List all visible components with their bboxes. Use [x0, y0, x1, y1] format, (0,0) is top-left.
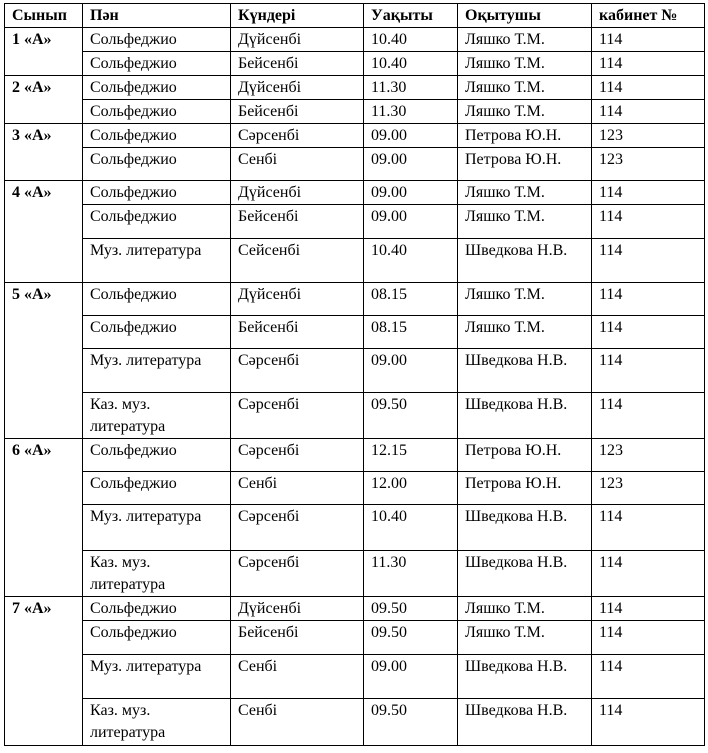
subject-cell: Каз. муз. литература	[83, 699, 231, 746]
table-row	[5, 283, 705, 316]
time-cell: 11.30	[364, 551, 458, 597]
teacher-cell: Петрова Ю.Н.	[458, 148, 592, 181]
room-cell: 114	[592, 181, 705, 205]
class-cell-continued	[5, 472, 83, 505]
subject-cell: Сольфеджио	[83, 148, 231, 181]
subject-cell: Каз. муз. литература	[83, 551, 231, 597]
time-cell: 09.00	[364, 205, 458, 239]
day-cell: Сенбі	[231, 472, 364, 505]
room-cell: 114	[592, 76, 705, 100]
room-cell: 123	[592, 148, 705, 181]
teacher-cell: Ляшко Т.М.	[458, 621, 592, 655]
header-row	[5, 4, 705, 28]
day-cell: Бейсенбі	[231, 205, 364, 239]
room-cell: 114	[592, 100, 705, 124]
teacher-cell: Петрова Ю.Н.	[458, 472, 592, 505]
day-cell: Дүйсенбі	[231, 597, 364, 621]
table-row	[5, 505, 705, 551]
class-cell-continued	[5, 393, 83, 439]
class-cell: 2 «А»	[5, 76, 83, 100]
table-row	[5, 597, 705, 621]
class-cell: 4 «А»	[5, 181, 83, 205]
class-cell-continued	[5, 205, 83, 239]
teacher-cell: Ляшко Т.М.	[458, 76, 592, 100]
room-cell: 114	[592, 52, 705, 76]
teacher-cell: Ляшко Т.М.	[458, 283, 592, 316]
time-cell: 11.30	[364, 76, 458, 100]
day-cell: Бейсенбі	[231, 621, 364, 655]
day-cell: Сәрсенбі	[231, 551, 364, 597]
class-cell-continued	[5, 52, 83, 76]
day-cell: Сәрсенбі	[231, 393, 364, 439]
time-cell: 08.15	[364, 283, 458, 316]
room-cell: 123	[592, 124, 705, 148]
header-subject: Пән	[83, 4, 231, 28]
table-row	[5, 439, 705, 472]
day-cell: Сенбі	[231, 655, 364, 699]
class-cell: 1 «А»	[5, 28, 83, 52]
teacher-cell: Шведкова Н.В.	[458, 655, 592, 699]
subject-cell: Сольфеджио	[83, 28, 231, 52]
table-row	[5, 621, 705, 655]
schedule-table	[4, 3, 705, 746]
teacher-cell: Ляшко Т.М.	[458, 205, 592, 239]
time-cell: 10.40	[364, 239, 458, 283]
teacher-cell: Ляшко Т.М.	[458, 52, 592, 76]
day-cell: Дүйсенбі	[231, 283, 364, 316]
table-row	[5, 239, 705, 283]
day-cell: Бейсенбі	[231, 100, 364, 124]
time-cell: 10.40	[364, 52, 458, 76]
time-cell: 11.30	[364, 100, 458, 124]
subject-cell: Сольфеджио	[83, 124, 231, 148]
subject-cell: Сольфеджио	[83, 439, 231, 472]
time-cell: 09.50	[364, 393, 458, 439]
table-row	[5, 148, 705, 181]
header-time: Уақыты	[364, 4, 458, 28]
time-cell: 08.15	[364, 316, 458, 349]
teacher-cell: Ляшко Т.М.	[458, 28, 592, 52]
teacher-cell: Шведкова Н.В.	[458, 349, 592, 393]
time-cell: 12.00	[364, 472, 458, 505]
room-cell: 114	[592, 239, 705, 283]
day-cell: Сәрсенбі	[231, 124, 364, 148]
header-days: Күндері	[231, 4, 364, 28]
subject-cell: Сольфеджио	[83, 316, 231, 349]
subject-cell: Сольфеджио	[83, 52, 231, 76]
subject-cell: Сольфеджио	[83, 205, 231, 239]
day-cell: Дүйсенбі	[231, 76, 364, 100]
header-class: Сынып	[5, 4, 83, 28]
day-cell: Сенбі	[231, 699, 364, 746]
class-cell-continued	[5, 699, 83, 746]
day-cell: Сейсенбі	[231, 239, 364, 283]
room-cell: 114	[592, 283, 705, 316]
table-row	[5, 205, 705, 239]
day-cell: Бейсенбі	[231, 316, 364, 349]
subject-cell: Муз. литература	[83, 239, 231, 283]
header-room: кабинет №	[592, 4, 705, 28]
day-cell: Сәрсенбі	[231, 439, 364, 472]
teacher-cell: Петрова Ю.Н.	[458, 439, 592, 472]
teacher-cell: Шведкова Н.В.	[458, 393, 592, 439]
subject-cell: Муз. литература	[83, 505, 231, 551]
teacher-cell: Ляшко Т.М.	[458, 316, 592, 349]
teacher-cell: Шведкова Н.В.	[458, 551, 592, 597]
day-cell: Дүйсенбі	[231, 28, 364, 52]
class-cell-continued	[5, 100, 83, 124]
day-cell: Сенбі	[231, 148, 364, 181]
day-cell: Сәрсенбі	[231, 505, 364, 551]
time-cell: 09.00	[364, 148, 458, 181]
subject-cell: Муз. литература	[83, 655, 231, 699]
room-cell: 114	[592, 621, 705, 655]
table-row	[5, 52, 705, 76]
room-cell: 114	[592, 205, 705, 239]
room-cell: 114	[592, 597, 705, 621]
subject-cell: Сольфеджио	[83, 621, 231, 655]
time-cell: 09.00	[364, 349, 458, 393]
time-cell: 10.40	[364, 505, 458, 551]
time-cell: 09.50	[364, 699, 458, 746]
room-cell: 114	[592, 316, 705, 349]
time-cell: 12.15	[364, 439, 458, 472]
class-cell: 5 «А»	[5, 283, 83, 316]
table-row	[5, 28, 705, 52]
room-cell: 114	[592, 655, 705, 699]
teacher-cell: Ляшко Т.М.	[458, 100, 592, 124]
table-row	[5, 100, 705, 124]
time-cell: 09.00	[364, 181, 458, 205]
class-cell-continued	[5, 239, 83, 283]
table-row	[5, 316, 705, 349]
room-cell: 114	[592, 551, 705, 597]
subject-cell: Сольфеджио	[83, 181, 231, 205]
table-row	[5, 472, 705, 505]
room-cell: 123	[592, 472, 705, 505]
subject-cell: Сольфеджио	[83, 472, 231, 505]
header-teacher: Оқытушы	[458, 4, 592, 28]
class-cell-continued	[5, 551, 83, 597]
time-cell: 09.50	[364, 621, 458, 655]
subject-cell: Каз. муз. литература	[83, 393, 231, 439]
room-cell: 114	[592, 505, 705, 551]
schedule-body	[5, 28, 705, 746]
time-cell: 09.00	[364, 655, 458, 699]
teacher-cell: Петрова Ю.Н.	[458, 124, 592, 148]
subject-cell: Сольфеджио	[83, 76, 231, 100]
class-cell-continued	[5, 505, 83, 551]
table-row	[5, 76, 705, 100]
room-cell: 123	[592, 439, 705, 472]
class-cell-continued	[5, 621, 83, 655]
room-cell: 114	[592, 28, 705, 52]
subject-cell: Сольфеджио	[83, 283, 231, 316]
class-cell-continued	[5, 655, 83, 699]
subject-cell: Сольфеджио	[83, 100, 231, 124]
time-cell: 09.50	[364, 597, 458, 621]
room-cell: 114	[592, 349, 705, 393]
time-cell: 10.40	[364, 28, 458, 52]
class-cell: 7 «А»	[5, 597, 83, 621]
teacher-cell: Шведкова Н.В.	[458, 239, 592, 283]
room-cell: 114	[592, 699, 705, 746]
day-cell: Сәрсенбі	[231, 349, 364, 393]
teacher-cell: Шведкова Н.В.	[458, 699, 592, 746]
time-cell: 09.00	[364, 124, 458, 148]
class-cell: 3 «А»	[5, 124, 83, 148]
table-row	[5, 349, 705, 393]
class-cell-continued	[5, 148, 83, 181]
teacher-cell: Ляшко Т.М.	[458, 597, 592, 621]
day-cell: Дүйсенбі	[231, 181, 364, 205]
room-cell: 114	[592, 393, 705, 439]
teacher-cell: Шведкова Н.В.	[458, 505, 592, 551]
subject-cell: Сольфеджио	[83, 597, 231, 621]
class-cell-continued	[5, 316, 83, 349]
table-row	[5, 181, 705, 205]
table-row	[5, 393, 705, 439]
teacher-cell: Ляшко Т.М.	[458, 181, 592, 205]
day-cell: Бейсенбі	[231, 52, 364, 76]
table-row	[5, 699, 705, 746]
subject-cell: Муз. литература	[83, 349, 231, 393]
class-cell-continued	[5, 349, 83, 393]
table-row	[5, 124, 705, 148]
table-row	[5, 655, 705, 699]
class-cell: 6 «А»	[5, 439, 83, 472]
table-row	[5, 551, 705, 597]
